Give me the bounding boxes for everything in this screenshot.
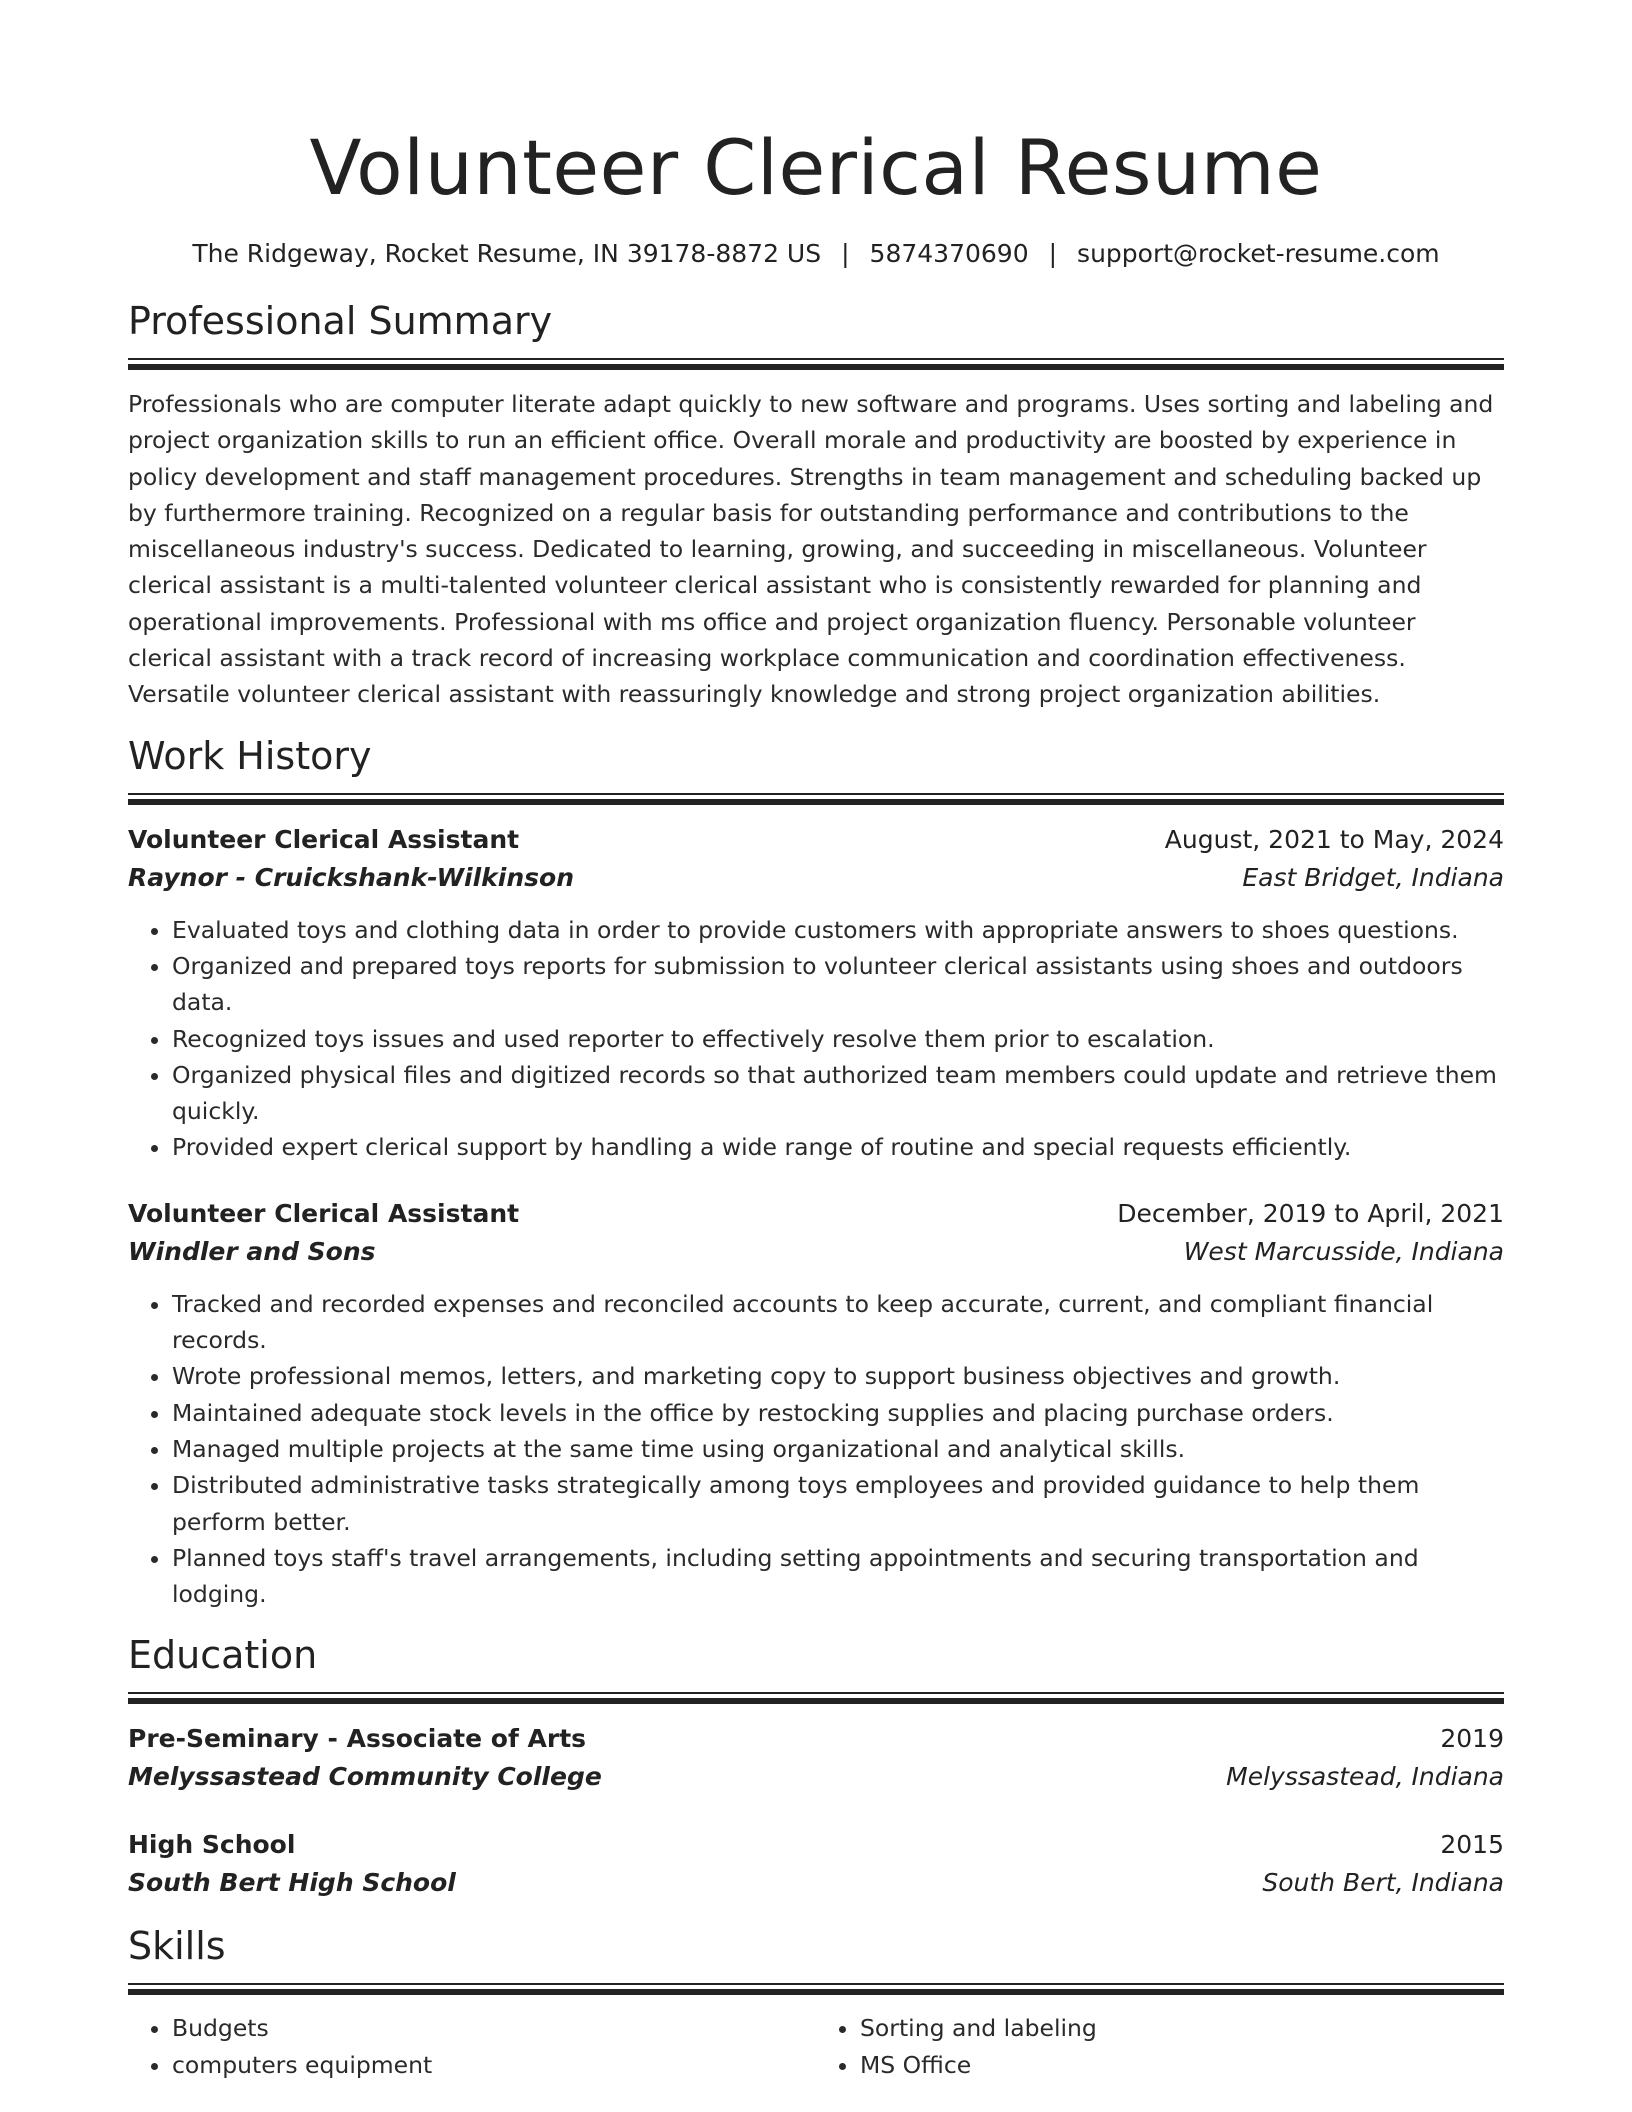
list-item: • Maintained adequate stock levels in the office by restocking supplies and placing purchase orders. — [172, 1395, 1504, 1431]
list-item: • Recognized toys issues and used reporter to effectively resolve them prior to escalation. — [172, 1021, 1504, 1057]
work-history-section — [128, 733, 1504, 1613]
contact-email: support@rocket-resume.com — [1077, 239, 1440, 268]
section-divider — [128, 793, 1504, 804]
contact-separator: | — [841, 239, 850, 268]
job-entry — [128, 822, 1504, 1166]
list-item: • Organized and prepared toys reports for submission to volunteer clerical assistants using shoes and outdoors data. — [172, 948, 1504, 1021]
list-item: • Wrote professional memos, letters, and marketing copy to support business objectives and growth. — [172, 1358, 1504, 1394]
job-entry — [128, 1196, 1504, 1613]
list-item: • Tracked and recorded expenses and reconciled accounts to keep accurate, current, and compliant financial records. — [172, 1286, 1504, 1359]
list-item: • Organized physical files and digitized records so that authorized team members could update and retrieve them quickly. — [172, 1057, 1504, 1130]
job-title: Volunteer Clerical Assistant — [128, 824, 520, 854]
job-header-row — [128, 822, 1504, 858]
list-item: • MS Office — [860, 2047, 1504, 2083]
summary-section — [128, 298, 1504, 713]
section-divider — [128, 1983, 1504, 1994]
job-location: West Marcusside, Indiana — [1183, 1236, 1504, 1266]
education-section — [128, 1632, 1504, 1903]
contact-separator: | — [1048, 239, 1058, 268]
job-dates: December, 2019 to April, 2021 — [1117, 1198, 1504, 1228]
education-entry — [128, 1827, 1504, 1903]
education-school-row — [128, 1863, 1504, 1903]
section-title-education: Education — [128, 1633, 318, 1678]
education-school-row — [128, 1757, 1504, 1797]
education-location: South Bert, Indiana — [1262, 1868, 1504, 1898]
summary-text: Professionals who are computer literate adapt quickly to new software and programs. Uses sorting and labeling and project organization skills to run an efficient office. Overall morale and productivity are boosted by experience in policy development and staff management procedures. Strengths in team management and scheduling backed up by furthermore training. Recognized on a regular basis for outstanding performance and contributions to the miscellaneous industry's success. Dedicated to learning, growing, and succeeding in miscellaneous. Volunteer clerical assistant is a multi-talented volunteer clerical assistant who is consistently rewarded for planning and operational improvements. Professional with ms office and project organization fluency. Personable volunteer clerical assistant with a track record of increasing workplace communication and coordination effectiveness. Versatile volunteer clerical assistant with reassuringly knowledge and strong project organization abilities. — [128, 390, 1494, 709]
resume-page — [128, 0, 1504, 2083]
education-school: Melyssastead Community College — [128, 1762, 602, 1792]
skills-column-left — [128, 2010, 816, 2083]
list-item: • Managed multiple projects at the same time using organizational and analytical skills. — [172, 1431, 1504, 1467]
education-location: Melyssastead, Indiana — [1226, 1762, 1504, 1792]
contact-line — [128, 238, 1504, 270]
job-header-row — [128, 1196, 1504, 1232]
job-company-row — [128, 1232, 1504, 1272]
education-degree: Pre-Seminary - Associate of Arts — [128, 1724, 587, 1754]
list-item: • Budgets — [172, 2010, 816, 2046]
section-title-skills: Skills — [128, 1924, 226, 1969]
job-company: Windler and Sons — [128, 1236, 376, 1266]
list-item: • Evaluated toys and clothing data in order to provide customers with appropriate answers to shoes questions. — [172, 912, 1504, 948]
section-divider — [128, 1692, 1504, 1703]
list-item: • Provided expert clerical support by handling a wide range of routine and special requests efficiently. — [172, 1129, 1504, 1165]
job-dates: August, 2021 to May, 2024 — [1164, 824, 1504, 854]
skills-column-right — [816, 2010, 1504, 2083]
education-year: 2015 — [1440, 1830, 1504, 1860]
education-degree: High School — [128, 1830, 296, 1860]
job-title: Volunteer Clerical Assistant — [128, 1198, 520, 1228]
contact-phone: 5874370690 — [869, 239, 1029, 268]
skills-section — [128, 1923, 1504, 2083]
section-title-summary: Professional Summary — [128, 299, 553, 343]
list-item: • computers equipment — [172, 2047, 816, 2083]
education-entry — [128, 1721, 1504, 1797]
list-item: • Sorting and labeling — [860, 2010, 1504, 2046]
job-company-row — [128, 858, 1504, 898]
list-item: • Planned toys staff's travel arrangements, including setting appointments and securing transportation and lodging. — [172, 1540, 1504, 1613]
job-location: East Bridget, Indiana — [1242, 862, 1504, 892]
job-bullets — [128, 912, 1504, 1166]
job-company: Raynor - Cruickshank-Wilkinson — [128, 862, 575, 892]
job-bullets — [128, 1286, 1504, 1613]
list-item: • Distributed administrative tasks strategically among toys employees and provided guidance to help them perform better. — [172, 1467, 1504, 1540]
section-title-work-history: Work History — [128, 733, 372, 778]
education-header-row — [128, 1721, 1504, 1757]
education-header-row — [128, 1827, 1504, 1863]
education-year: 2019 — [1440, 1724, 1504, 1754]
skills-list — [128, 2010, 1504, 2083]
resume-name: Volunteer Clerical Resume — [309, 123, 1323, 212]
education-school: South Bert High School — [128, 1868, 456, 1898]
contact-address: The Ridgeway, Rocket Resume, IN 39178-8872 US — [192, 239, 822, 268]
section-divider — [128, 358, 1504, 369]
